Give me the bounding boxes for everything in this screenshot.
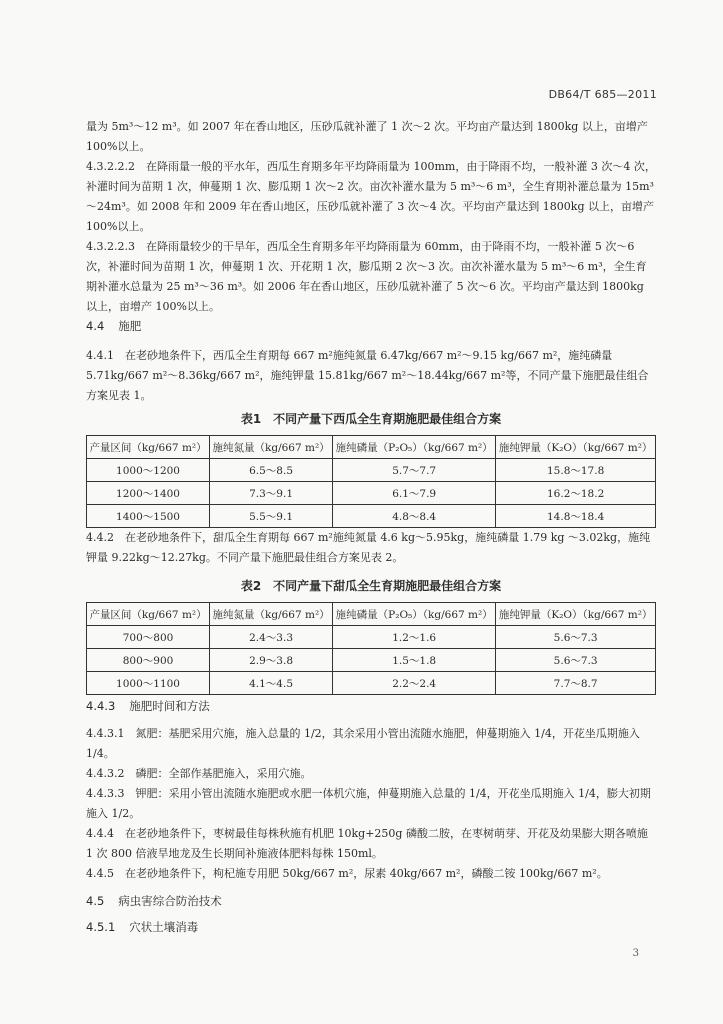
table-cell: 1400～1500 [87, 505, 210, 528]
table-cell: 14.8～18.4 [496, 505, 656, 528]
table-cell: 2.4～3.3 [210, 626, 333, 649]
page-number: 3 [632, 948, 639, 959]
column-header: 施纯氮量（kg/667 m²） [210, 603, 333, 626]
section-title: 病虫害综合防治技术 [118, 894, 222, 908]
table-cell: 2.9～3.8 [210, 649, 333, 672]
column-header: 产量区间（kg/667 m²） [87, 603, 210, 626]
column-header: 施纯钾量（K₂O）（kg/667 m²） [496, 436, 656, 459]
table-header-row [87, 436, 656, 459]
paragraph: 4.4.3.1 氮肥：基肥采用穴施，施入总量的 1/2，其余采用小管出流随水施肥，伸蔓期施入 1/4，开花坐瓜期施入 1/4。 [86, 727, 640, 760]
column-header: 产量区间（kg/667 m²） [87, 436, 210, 459]
table-header-row [87, 603, 656, 626]
column-header: 施纯磷量（P₂O₅）（kg/667 m²） [333, 603, 496, 626]
table-row [87, 626, 656, 649]
table-cell: 1.2～1.6 [333, 626, 496, 649]
table-row [87, 482, 656, 505]
table-cell: 7.3～9.1 [210, 482, 333, 505]
section-number: 4.4.3 [86, 699, 116, 713]
table1-caption: 表1 不同产量下西瓜全生育期施肥最佳组合方案 [240, 412, 502, 426]
table-cell: 15.8～17.8 [496, 459, 656, 482]
paragraph-4-4-2 [86, 528, 656, 568]
section-number: 4.4 [86, 319, 105, 333]
paragraph: 4.4.5 在老砂地条件下，枸杞施专用肥 50kg/667 m²，尿素 40kg/667 m²，磷酸二铵 100kg/667 m²。 [86, 867, 608, 880]
document-code: DB64/T 685—2011 [548, 88, 657, 101]
table-cell: 1000～1200 [87, 459, 210, 482]
table-cell: 5.6～7.3 [496, 626, 656, 649]
table-row [87, 505, 656, 528]
section-number: 4.5.1 [86, 920, 116, 934]
table-cell: 700～800 [87, 626, 210, 649]
section-4-5-1-heading [86, 919, 198, 935]
table-row [87, 459, 656, 482]
paragraph: 4.3.2.2.2 在降雨量一般的平水年，西瓜生育期多年平均降雨量为 100mm，由于降雨不均，一般补灌 3 次～4 次，补灌时间为苗期 1 次，伸蔓期 1 次、膨瓜期 1 次～2 次。亩次补灌水量为 5 m³～6 m³，全生育期补灌总量为 15m³～24m³。如 2008 年和 2009 年在香山地区，压砂瓜就补灌了 3 次～4 次。平均亩产量达到 1800kg 以上，亩增产 100%以上。 [86, 160, 656, 233]
section-number: 4.5 [86, 894, 105, 908]
paragraph: 4.4.2 在老砂地条件下，甜瓜全生育期每 667 m²施纯氮量 4.6 kg～5.95kg，施纯磷量 1.79 kg ～3.02kg，施纯钾量 9.22kg～12.27kg。不同产量下施肥最佳组合方案见表 2。 [86, 531, 651, 564]
paragraph: 4.4.3.3 钾肥：采用小管出流随水施肥或水肥一体机穴施，伸蔓期施入总量的 1/4，开花坐瓜期施入 1/4，膨大初期施入 1/2。 [86, 787, 651, 820]
table2-caption: 表2 不同产量下甜瓜全生育期施肥最佳组合方案 [240, 579, 502, 593]
table-cell: 4.1～4.5 [210, 672, 333, 695]
bottom-paragraphs [86, 724, 656, 884]
table-cell: 5.7～7.7 [333, 459, 496, 482]
paragraph-4-4-1 [86, 346, 656, 406]
table-cell: 5.6～7.3 [496, 649, 656, 672]
table-cell: 16.2～18.2 [496, 482, 656, 505]
table1 [86, 435, 656, 528]
section-title: 穴状土壤消毒 [129, 920, 199, 934]
table-row [87, 649, 656, 672]
table-cell: 4.8～8.4 [333, 505, 496, 528]
table-cell: 6.5～8.5 [210, 459, 333, 482]
table-cell: 1200～1400 [87, 482, 210, 505]
table2 [86, 602, 656, 695]
paragraph: 4.3.2.2.3 在降雨量较少的干旱年，西瓜全生育期多年平均降雨量为 60mm，由于降雨不均，一般补灌 5 次～6 次，补灌时间为苗期 1 次，伸蔓期 1 次、开花期 1 次，膨瓜期 2 次～3 次。亩次补灌水量为 5 m³～6 m³，全生育期补灌水总量为 25 m³～36 m³。如 2006 年在香山地区，压砂瓜就补灌了 5 次～6 次。平均亩产量达到 1800kg 以上，亩增产 100%以上。 [86, 240, 647, 313]
table-cell: 5.5～9.1 [210, 505, 333, 528]
section-title: 施肥时间和方法 [129, 699, 210, 713]
column-header: 施纯钾量（K₂O）（kg/667 m²） [496, 603, 656, 626]
section-4-4-heading [86, 318, 141, 334]
section-4-5-heading [86, 893, 222, 909]
table-cell: 7.7～8.7 [496, 672, 656, 695]
table-cell: 1.5～1.8 [333, 649, 496, 672]
table-cell: 1000～1100 [87, 672, 210, 695]
table-cell: 800～900 [87, 649, 210, 672]
section-title: 施肥 [118, 319, 142, 333]
paragraph: 4.4.3.2 磷肥：全部作基肥施入，采用穴施。 [86, 767, 312, 780]
paragraph: 4.4.1 在老砂地条件下，西瓜全生育期每 667 m²施纯氮量 6.47kg/667 m²～9.15 kg/667 m²，施纯磷量 5.71kg/667 m²～8.36kg/667 m²，施纯钾量 15.81kg/667 m²～18.44kg/667 m²等，不同产量下施肥最佳组合方案见表 1。 [86, 349, 649, 402]
top-paragraphs [86, 117, 656, 317]
paragraph: 4.4.4 在老砂地条件下，枣树最佳每株秋施有机肥 10kg+250g 磷酸二胺，在枣树萌芽、开花及幼果膨大期各喷施 1 次 800 倍液旱地龙及生长期间补施液体肥料每株 150ml。 [86, 827, 648, 860]
table-row [87, 672, 656, 695]
column-header: 施纯氮量（kg/667 m²） [210, 436, 333, 459]
table-cell: 6.1～7.9 [333, 482, 496, 505]
column-header: 施纯磷量（P₂O₅）（kg/667 m²） [333, 436, 496, 459]
paragraph: 量为 5m³～12 m³。如 2007 年在香山地区，压砂瓜就补灌了 1 次～2 次。平均亩产量达到 1800kg 以上，亩增产 100%以上。 [86, 120, 648, 153]
table-cell: 2.2～2.4 [333, 672, 496, 695]
section-4-4-3-heading [86, 698, 210, 714]
